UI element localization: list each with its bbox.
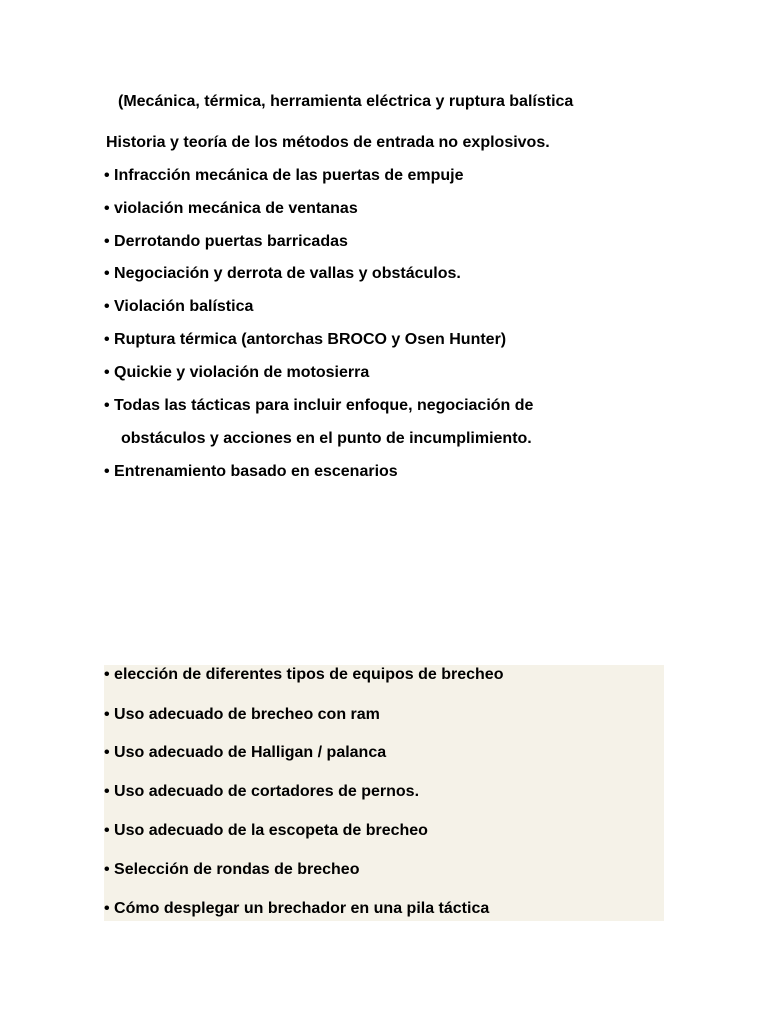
intro-text: Historia y teoría de los métodos de entrada no explosivos. [106,134,550,151]
list-item: • Entrenamiento basado en escenarios [104,463,398,480]
list-item: • Selección de rondas de brecheo [104,861,360,878]
list-item: • Violación balística [104,298,254,315]
list-item: • Uso adecuado de cortadores de pernos. [104,783,420,800]
list-item: • violación mecánica de ventanas [104,200,358,217]
list-item: • Todas las tácticas para incluir enfoque, negociación de [104,397,534,414]
list-item: • Derrotando puertas barricadas [104,233,348,250]
list-item: • Negociación y derrota de vallas y obstáculos. [104,265,461,282]
list-item: • Uso adecuado de Halligan / palanca [104,744,387,761]
list-item: • Uso adecuado de la escopeta de brecheo [104,822,428,839]
heading: (Mecánica, térmica, herramienta eléctrica y ruptura balística [118,93,574,110]
list-item: • Ruptura térmica (antorchas BROCO y Osen Hunter) [104,331,507,348]
list-item: • Uso adecuado de brecheo con ram [104,706,380,723]
list-item: • Quickie y violación de motosierra [104,364,370,381]
list-item-continuation: obstáculos y acciones en el punto de incumplimiento. [121,430,532,447]
list-item: • elección de diferentes tipos de equipos de brecheo [104,666,504,683]
list-item: • Cómo desplegar un brechador en una pila táctica [104,900,490,917]
list-item: • Infracción mecánica de las puertas de empuje [104,167,464,184]
